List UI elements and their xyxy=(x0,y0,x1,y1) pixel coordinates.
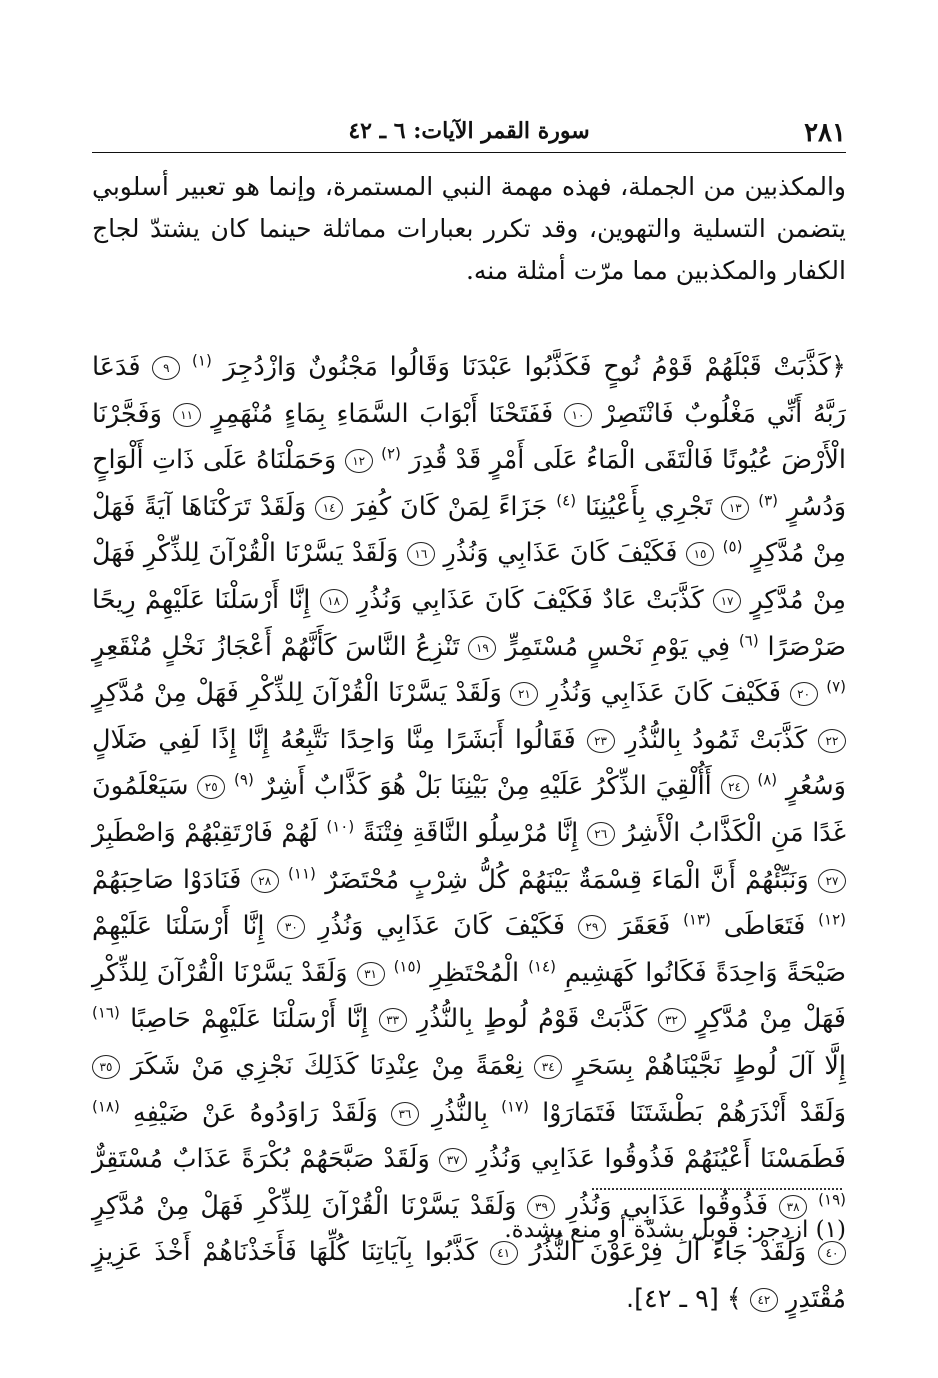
quran-verses-block xyxy=(92,344,846,1322)
footnote-reference: (٥) xyxy=(722,537,743,556)
verse-text: لَهُمْ فَارْتَقِبْهُمْ وَاصْطَبِرْ xyxy=(92,817,318,848)
footnote-reference: (٩) xyxy=(234,770,254,789)
ayah-number-marker: ١٦ xyxy=(407,542,435,566)
ayah-number-marker: ٢٨ xyxy=(251,869,279,893)
verse-text: كَذَّبُوا بِآيَاتِنَا كُلِّهَا فَأَخَذْنَاهُمْ أَخْذَ عَزِيزٍ مُقْتَدِرٍ xyxy=(92,1237,846,1314)
ayah-number-marker: ١٩ xyxy=(468,636,496,660)
verse-text: بِالنُّذُرِ xyxy=(418,1097,489,1128)
footnote: (١) ازدجر: قوبل بشدّة أو منع بشدة. xyxy=(504,1217,846,1243)
verse-text: وَلَقَدْ أَنْذَرَهُمْ بَطْشَتَنَا فَتَمَارَوْا xyxy=(528,1097,847,1128)
footnote-reference: (١٦) xyxy=(92,1003,120,1022)
verse-text: إِنَّا مُرْسِلُو النَّاقَةِ فِتْنَةً xyxy=(354,817,579,848)
footnote-reference: (١١) xyxy=(288,864,316,883)
footnote-reference: (٢) xyxy=(381,444,401,463)
verse-text: وَلَقَدْ رَاوَدُوهُ عَنْ ضَيْفِهِ xyxy=(119,1097,378,1128)
ayah-number-marker: ٢٤ xyxy=(721,775,749,799)
footnote-reference: (٣) xyxy=(758,491,779,510)
verse-text: إِنَّا أَرْسَلْنَا عَلَيْهِمْ صَيْحَةً وَاحِدَةً فَكَانُوا كَهَشِيمِ xyxy=(92,911,847,988)
ayah-number-marker: ٢١ xyxy=(510,682,538,706)
verse-text: وَلَقَدْ يَسَّرْنَا الْقُرْآنَ لِلذِّكْرِ فَهَلْ مِنْ مُدَّكِرٍ xyxy=(92,678,502,709)
verse-text: فَقَالُوا أَبَشَرًا مِنَّا وَاحِدًا نَتَّبِعُهُ إِنَّا إِذًا لَفِي ضَلَالٍ وَسُعُرٍ xyxy=(92,724,846,802)
footnote-reference: (١٢) xyxy=(818,910,847,929)
footnote-reference: (١٩) xyxy=(818,1190,846,1209)
ayah-number-marker: ١٧ xyxy=(713,589,741,613)
ayah-number-marker: ١٤ xyxy=(315,496,343,520)
verse-text: فَفَتَحْنَا أَبْوَابَ السَّمَاءِ بِمَاءٍ مُنْهَمِرٍ xyxy=(200,398,554,429)
footnote-reference: (٧) xyxy=(826,677,846,696)
ayah-number-marker: ٤٠ xyxy=(818,1241,846,1265)
ayah-number-marker: ٢٦ xyxy=(587,822,615,846)
intro-paragraph xyxy=(92,166,846,292)
footnote-reference: (١٣) xyxy=(683,910,711,929)
ayah-number-marker: ٣٩ xyxy=(527,1195,555,1219)
ayah-number-marker: ٣٣ xyxy=(379,1008,407,1032)
verse-text: تَنْزِعُ النَّاسَ كَأَنَّهُمْ أَعْجَازُ نَخْلٍ مُنْقَعِرٍ xyxy=(92,631,460,662)
footnote-reference: (٨) xyxy=(757,770,778,789)
verse-text: وَلَقَدْ تَرَكْنَاهَا آيَةً فَهَلْ مِنْ مُدَّكِرٍ xyxy=(92,491,846,569)
ayah-number-marker: ٣٥ xyxy=(92,1055,120,1079)
footnote-separator xyxy=(592,1188,842,1190)
ayah-number-marker: ١٥ xyxy=(686,542,714,566)
footnote-reference: (١٤) xyxy=(528,957,556,976)
verse-text: وَلَقَدْ يَسَّرْنَا الْقُرْآنَ لِلذِّكْرِ فَهَلْ مِنْ مُدَّكِرٍ xyxy=(92,957,846,1035)
ayah-number-marker: ٣٨ xyxy=(779,1195,807,1219)
verse-text: فَنَادَوْا صَاحِبَهُمْ xyxy=(92,864,242,895)
verse-text: فَكَيْفَ كَانَ عَذَابِي وَنُذُرِ xyxy=(434,538,678,569)
header-rule xyxy=(92,152,846,153)
intro-line: والمكذبين من الجملة، فهذه مهمة النبي المستمرة، وإنما هو تعبير أسلوبي يتضمن xyxy=(92,172,846,243)
verse-text: فَكَيْفَ كَانَ عَذَابِي وَنُذُرِ xyxy=(538,678,781,709)
verse-text: وَلَقَدْ يَسَّرْنَا الْقُرْآنَ لِلذِّكْرِ فَهَلْ مِنْ مُدَّكِرٍ xyxy=(92,538,846,615)
intro-line: التسلية والتهوين، وقد تكرر بعبارات مماثلة حينما كان يشتدّ لجاج الكفار xyxy=(92,214,846,285)
page-number: ٢٨١ xyxy=(804,118,846,148)
verse-text: أَأُلْقِيَ الذِّكْرُ عَلَيْهِ مِنْ بَيْنِنَا بَلْ هُوَ كَذَّابٌ أَشِرٌ xyxy=(253,771,712,802)
footnote-reference: (٦) xyxy=(738,631,759,650)
verse-text: كَذَّبَتْ عَادٌ فَكَيْفَ كَانَ عَذَابِي وَنُذُرِ xyxy=(347,584,704,615)
ayah-number-marker: ٢٧ xyxy=(818,869,846,893)
verse-text: وَحَمَلْنَاهُ عَلَى ذَاتِ أَلْوَاحٍ وَدُسُرٍ xyxy=(92,445,847,522)
ayah-number-marker: ٩ xyxy=(152,356,180,380)
verse-text: جَزَاءً لِمَنْ كَانَ كُفِرَ xyxy=(343,491,548,522)
ayah-number-marker: ٢٣ xyxy=(587,729,615,753)
verse-text: نِعْمَةً مِنْ عِنْدِنَا كَذَلِكَ نَجْزِي مَنْ شَكَرَ xyxy=(120,1050,524,1081)
verse-text: إِنَّا أَرْسَلْنَا عَلَيْهِمْ رِيحًا صَرْصَرًا xyxy=(92,584,847,662)
ayah-number-marker: ٣٠ xyxy=(277,915,305,939)
footnote-reference: (١٧) xyxy=(501,1097,529,1115)
verse-text: سَيَعْلَمُونَ غَدًا مَنِ الْكَذَّابُ الْأَشِرُ xyxy=(92,771,846,848)
verse-text: فَكَيْفَ كَانَ عَذَابِي وَنُذُرِ xyxy=(305,911,565,942)
ayah-number-marker: ٤١ xyxy=(490,1241,518,1265)
ayah-number-marker: ١٣ xyxy=(721,496,749,520)
verse-text: فِي يَوْمِ نَحْسٍ مُسْتَمِرٍّ xyxy=(496,631,731,662)
verse-text: فَعَقَرَ xyxy=(605,911,671,942)
verse-text: إِنَّا أَرْسَلْنَا عَلَيْهِمْ حَاصِبًا xyxy=(119,1004,369,1035)
verse-text: وَنَبِّئْهُمْ أَنَّ الْمَاءَ قِسْمَةٌ بَيْنَهُمْ كُلُّ شِرْبٍ مُحْتَضَرٌ xyxy=(315,864,809,895)
ayah-number-marker: ٣٢ xyxy=(658,1008,686,1032)
ayah-number-marker: ١٨ xyxy=(320,589,348,613)
ayah-number-marker: ٣٤ xyxy=(534,1055,562,1079)
verse-text: وَفَجَّرْنَا الْأَرْضَ عُيُونًا فَالْتَقَى الْمَاءُ عَلَى أَمْرٍ قَدْ قُدِرَ xyxy=(92,398,846,476)
ayah-number-marker: ٤٢ xyxy=(750,1288,778,1312)
ayah-number-marker: ٣٦ xyxy=(391,1102,419,1126)
verse-text: فَذُوقُوا عَذَابِي وَنُذُرِ xyxy=(555,1190,769,1221)
footnote-reference: (١٨) xyxy=(92,1097,120,1115)
ayah-number-marker: ٢٥ xyxy=(197,775,225,799)
verses-citation: ﴾ [٩ ـ ٤٢]. xyxy=(625,1283,742,1314)
verse-text: تَجْرِي بِأَعْيُنِنَا xyxy=(576,491,713,522)
page-header xyxy=(92,112,846,150)
verse-text: إِلَّا آلَ لُوطٍ نَجَّيْنَاهُمْ بِسَحَرٍ xyxy=(562,1050,846,1081)
verse-text: فَدَعَا رَبَّهُ أَنِّي مَغْلُوبٌ فَانْتَصِرْ xyxy=(92,352,847,429)
footnote-reference: (١٠) xyxy=(326,817,355,836)
footnote-reference: (١) xyxy=(192,351,212,370)
footnote-reference: (٤) xyxy=(556,491,577,510)
verse-text: كَذَّبَتْ ثَمُودُ بِالنُّذُرِ xyxy=(614,724,808,755)
ayah-number-marker: ٣٧ xyxy=(439,1148,467,1172)
ayah-number-marker: ٣١ xyxy=(357,962,385,986)
ayah-number-marker: ١١ xyxy=(173,403,201,427)
ayah-number-marker: ٢٠ xyxy=(790,682,818,706)
ayah-number-marker: ١٠ xyxy=(564,403,592,427)
running-title: سورة القمر الآيات: ٦ ـ ٤٢ xyxy=(348,118,590,144)
verse-text: وَلَقَدْ يَسَّرْنَا الْقُرْآنَ لِلذِّكْرِ فَهَلْ مِنْ مُدَّكِرٍ xyxy=(92,1190,517,1221)
ayah-number-marker: ٢٢ xyxy=(818,729,846,753)
verse-text: ﴿كَذَّبَتْ قَبْلَهُمْ قَوْمُ نُوحٍ فَكَذَّبُوا عَبْدَنَا وَقَالُوا مَجْنُونٌ وَازْدُجِرَ xyxy=(211,352,846,382)
ayah-number-marker: ٢٩ xyxy=(578,915,606,939)
verse-text: وَلَقَدْ صَبَّحَهُمْ بُكْرَةً عَذَابٌ مُسْتَقِرٌّ xyxy=(92,1144,430,1175)
verse-text: فَتَعَاطَى xyxy=(710,911,806,942)
verse-text: فَطَمَسْنَا أَعْيُنَهُمْ فَذُوقُوا عَذَابِي وَنُذُرِ xyxy=(467,1144,846,1175)
verse-text: وَلَقَدْ جَاءَ آلَ فِرْعَوْنَ النُّذُرُ xyxy=(517,1237,807,1268)
ayah-number-marker: ١٢ xyxy=(345,449,373,473)
verse-text: الْمُحْتَظِرِ xyxy=(421,957,520,988)
verse-text: كَذَّبَتْ قَوْمُ لُوطٍ بِالنُّذُرِ xyxy=(406,1004,648,1035)
intro-line: والمكذبين مما مرّت أمثلة منه. xyxy=(465,256,778,285)
footnote-reference: (١٥) xyxy=(393,957,422,976)
